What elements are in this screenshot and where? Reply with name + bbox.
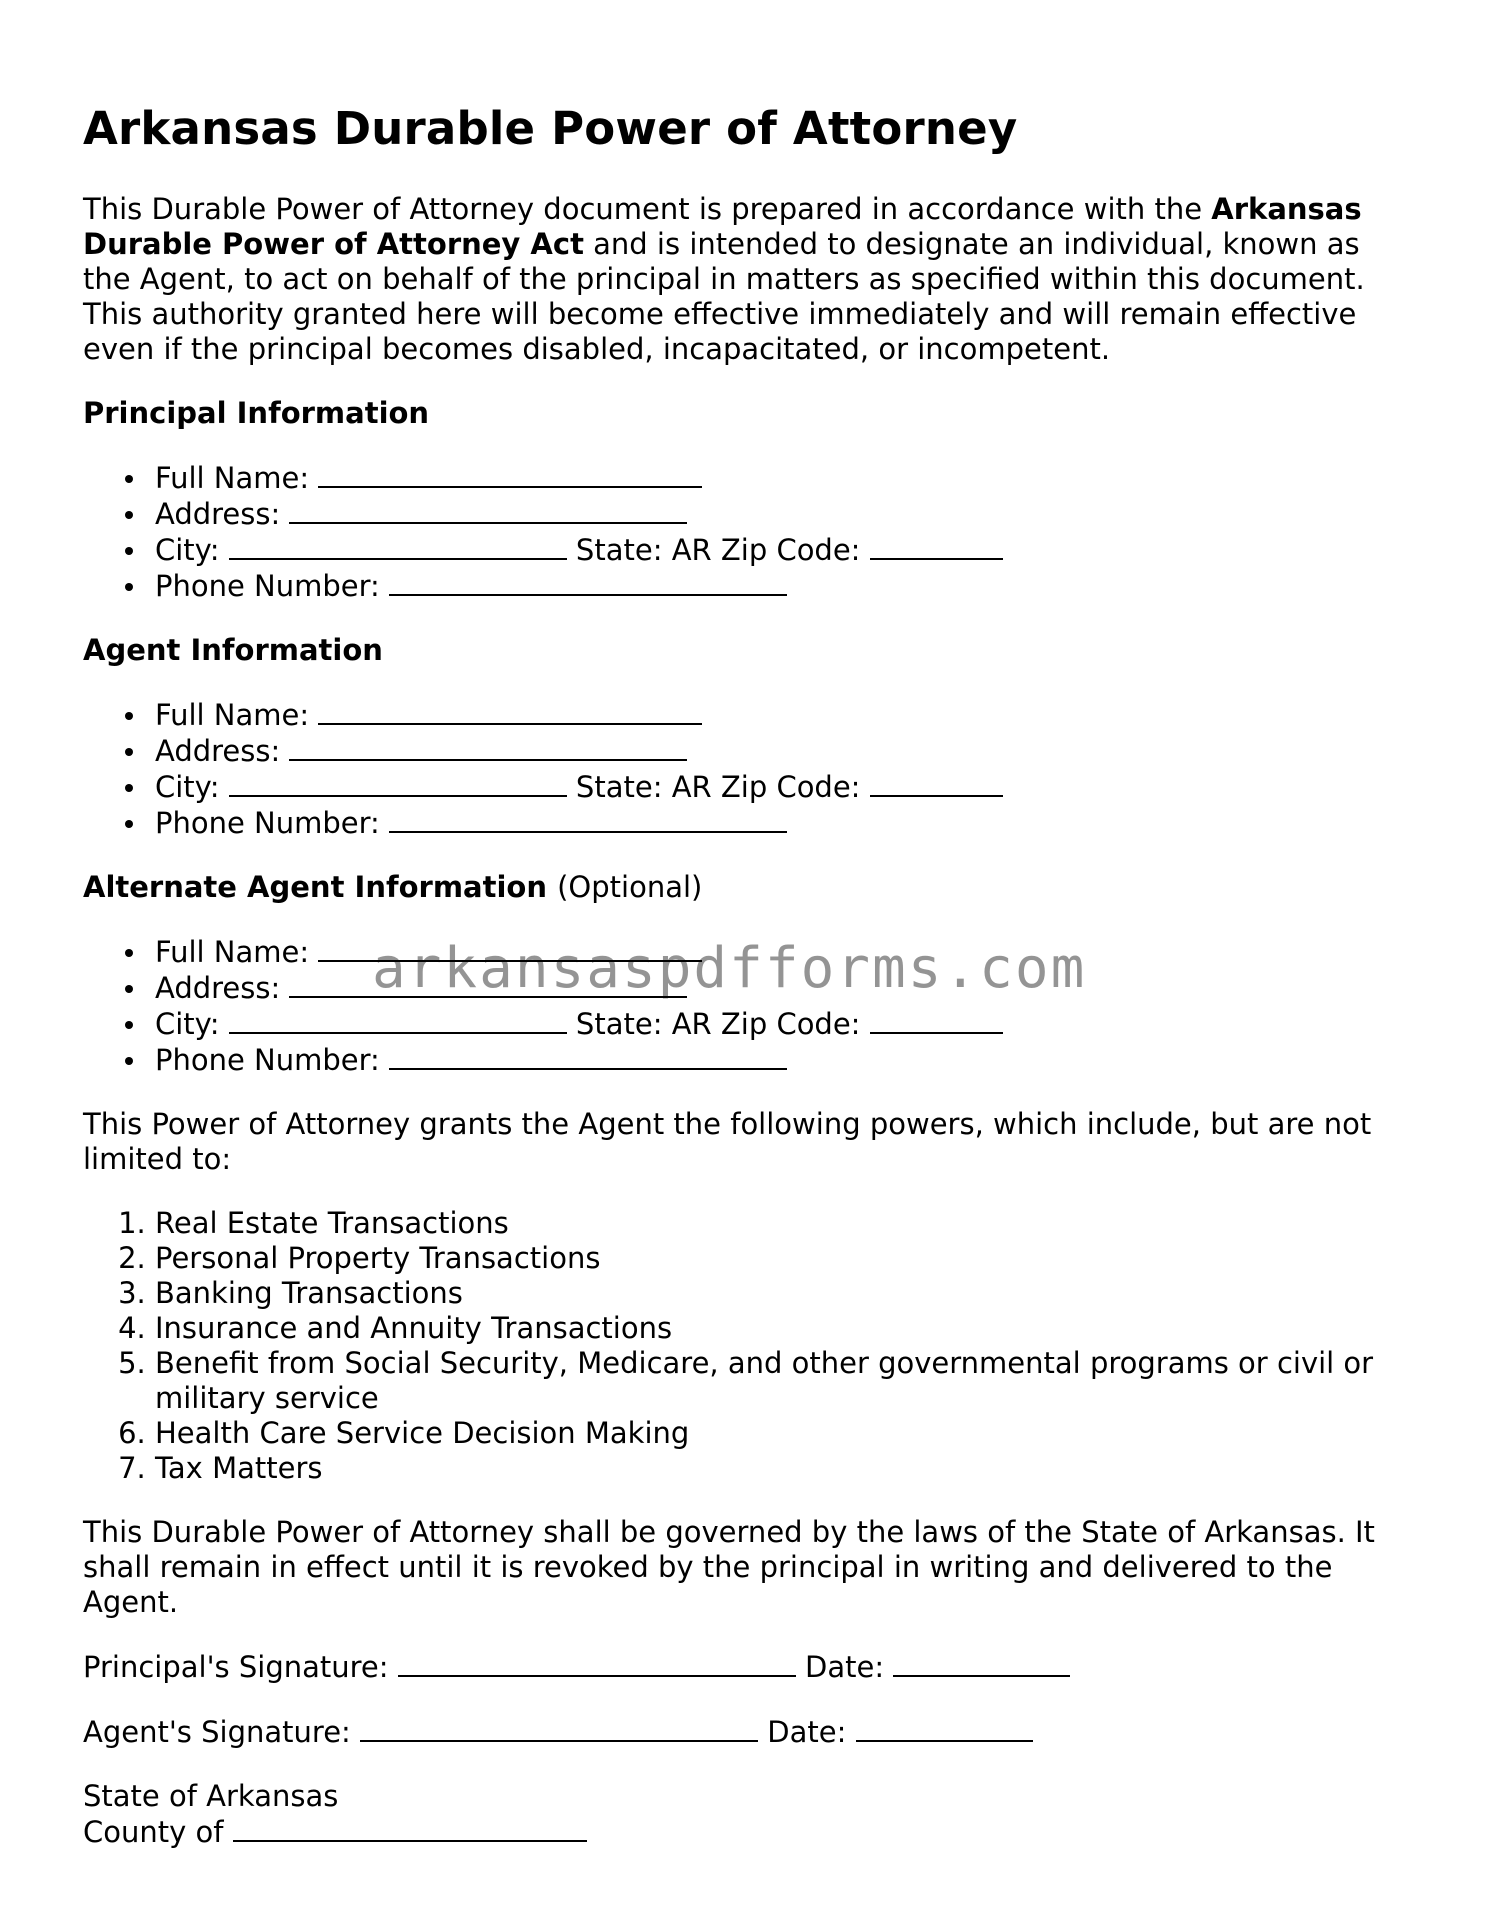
principal-city-row — [155, 532, 1413, 568]
agent-signature-row — [83, 1714, 1413, 1750]
agent-city-field[interactable] — [229, 769, 567, 797]
date-label: Date: — [795, 1650, 894, 1684]
principal-signature-row — [83, 1649, 1413, 1685]
power-item: 3. Banking Transactions — [155, 1276, 1413, 1311]
intro-text-post: and is intended to designate an individual, known as the Agent, to act on behalf of the principal in matters as specified within this document. This authority granted here will become effective immediately and will remain effective even if the principal becomes disabled, incapacitated, or incompetent. — [83, 227, 1365, 366]
agent-address-field[interactable] — [289, 733, 687, 761]
optional-note: (Optional) — [557, 870, 703, 904]
agent-signature-field[interactable] — [360, 1714, 758, 1742]
watermark: arkansaspdfforms.com — [372, 936, 1087, 1001]
address-label: Address: — [155, 971, 290, 1005]
alternate-city-field[interactable] — [229, 1006, 567, 1034]
power-item: 2. Personal Property Transactions — [155, 1241, 1413, 1276]
alternate-phone-row — [155, 1042, 1413, 1078]
intro-act-name: Arkansas Durable Power of Attorney Act — [83, 192, 1362, 261]
full-name-label: Full Name: — [155, 461, 319, 495]
powers-list — [83, 1206, 1413, 1486]
principal-fields — [83, 460, 1413, 604]
principal-full-name-field[interactable] — [318, 460, 702, 488]
state-zip-label: State: AR Zip Code: — [566, 533, 870, 567]
alternate-heading-text: Alternate Agent Information — [83, 870, 547, 904]
page-title: Arkansas Durable Power of Attorney — [83, 102, 1018, 155]
notary-county-row — [83, 1814, 1413, 1850]
intro-paragraph — [83, 192, 1413, 367]
agent-date-field[interactable] — [856, 1714, 1033, 1742]
state-zip-label: State: AR Zip Code: — [566, 770, 870, 804]
principal-phone-row — [155, 568, 1413, 604]
power-item: 5. Benefit from Social Security, Medicare, and other governmental programs or civil or military service — [155, 1346, 1413, 1416]
principal-full-name-row — [155, 460, 1413, 496]
alternate-city-row — [155, 1006, 1413, 1042]
governing-law-paragraph: This Durable Power of Attorney shall be governed by the laws of the State of Arkansas. It shall remain in effect until it is revoked by the principal in writing and delivered to the Agent. — [83, 1515, 1375, 1619]
principal-address-row — [155, 496, 1413, 532]
county-field[interactable] — [233, 1814, 587, 1842]
agent-signature-label: Agent's Signature: — [83, 1715, 361, 1749]
agent-phone-field[interactable] — [389, 805, 787, 833]
phone-label: Phone Number: — [155, 806, 390, 840]
agent-full-name-row — [155, 697, 1413, 733]
agent-phone-row — [155, 805, 1413, 841]
agent-address-row — [155, 733, 1413, 769]
powers-intro: This Power of Attorney grants the Agent the following powers, which include, but are not limited to: — [83, 1107, 1372, 1176]
principal-address-field[interactable] — [289, 496, 687, 524]
alternate-agent-heading — [83, 870, 1413, 905]
principal-phone-field[interactable] — [389, 568, 787, 596]
address-label: Address: — [155, 497, 290, 531]
power-item: 1. Real Estate Transactions — [155, 1206, 1413, 1241]
city-label: City: — [155, 770, 229, 804]
principal-heading: Principal Information — [83, 396, 430, 430]
address-label: Address: — [155, 734, 290, 768]
power-item: 6. Health Care Service Decision Making — [155, 1416, 1413, 1451]
intro-text-pre: This Durable Power of Attorney document is prepared in accordance with the — [83, 192, 1212, 226]
agent-city-row — [155, 769, 1413, 805]
principal-date-field[interactable] — [893, 1649, 1070, 1677]
city-label: City: — [155, 1007, 229, 1041]
full-name-label: Full Name: — [155, 698, 319, 732]
agent-zip-field[interactable] — [870, 769, 1003, 797]
alternate-phone-field[interactable] — [389, 1042, 787, 1070]
phone-label: Phone Number: — [155, 1043, 390, 1077]
agent-fields — [83, 697, 1413, 841]
alternate-zip-field[interactable] — [870, 1006, 1003, 1034]
phone-label: Phone Number: — [155, 569, 390, 603]
principal-zip-field[interactable] — [870, 532, 1003, 560]
notary-state: State of Arkansas — [83, 1779, 339, 1813]
city-label: City: — [155, 533, 229, 567]
agent-heading: Agent Information — [83, 633, 383, 667]
agent-full-name-field[interactable] — [318, 697, 702, 725]
county-label: County of — [83, 1815, 233, 1849]
principal-signature-field[interactable] — [398, 1649, 796, 1677]
principal-signature-label: Principal's Signature: — [83, 1650, 398, 1684]
principal-city-field[interactable] — [229, 532, 567, 560]
state-zip-label: State: AR Zip Code: — [566, 1007, 870, 1041]
power-item: 7. Tax Matters — [155, 1451, 1413, 1486]
full-name-label: Full Name: — [155, 935, 319, 969]
date-label: Date: — [758, 1715, 856, 1749]
power-item: 4. Insurance and Annuity Transactions — [155, 1311, 1413, 1346]
